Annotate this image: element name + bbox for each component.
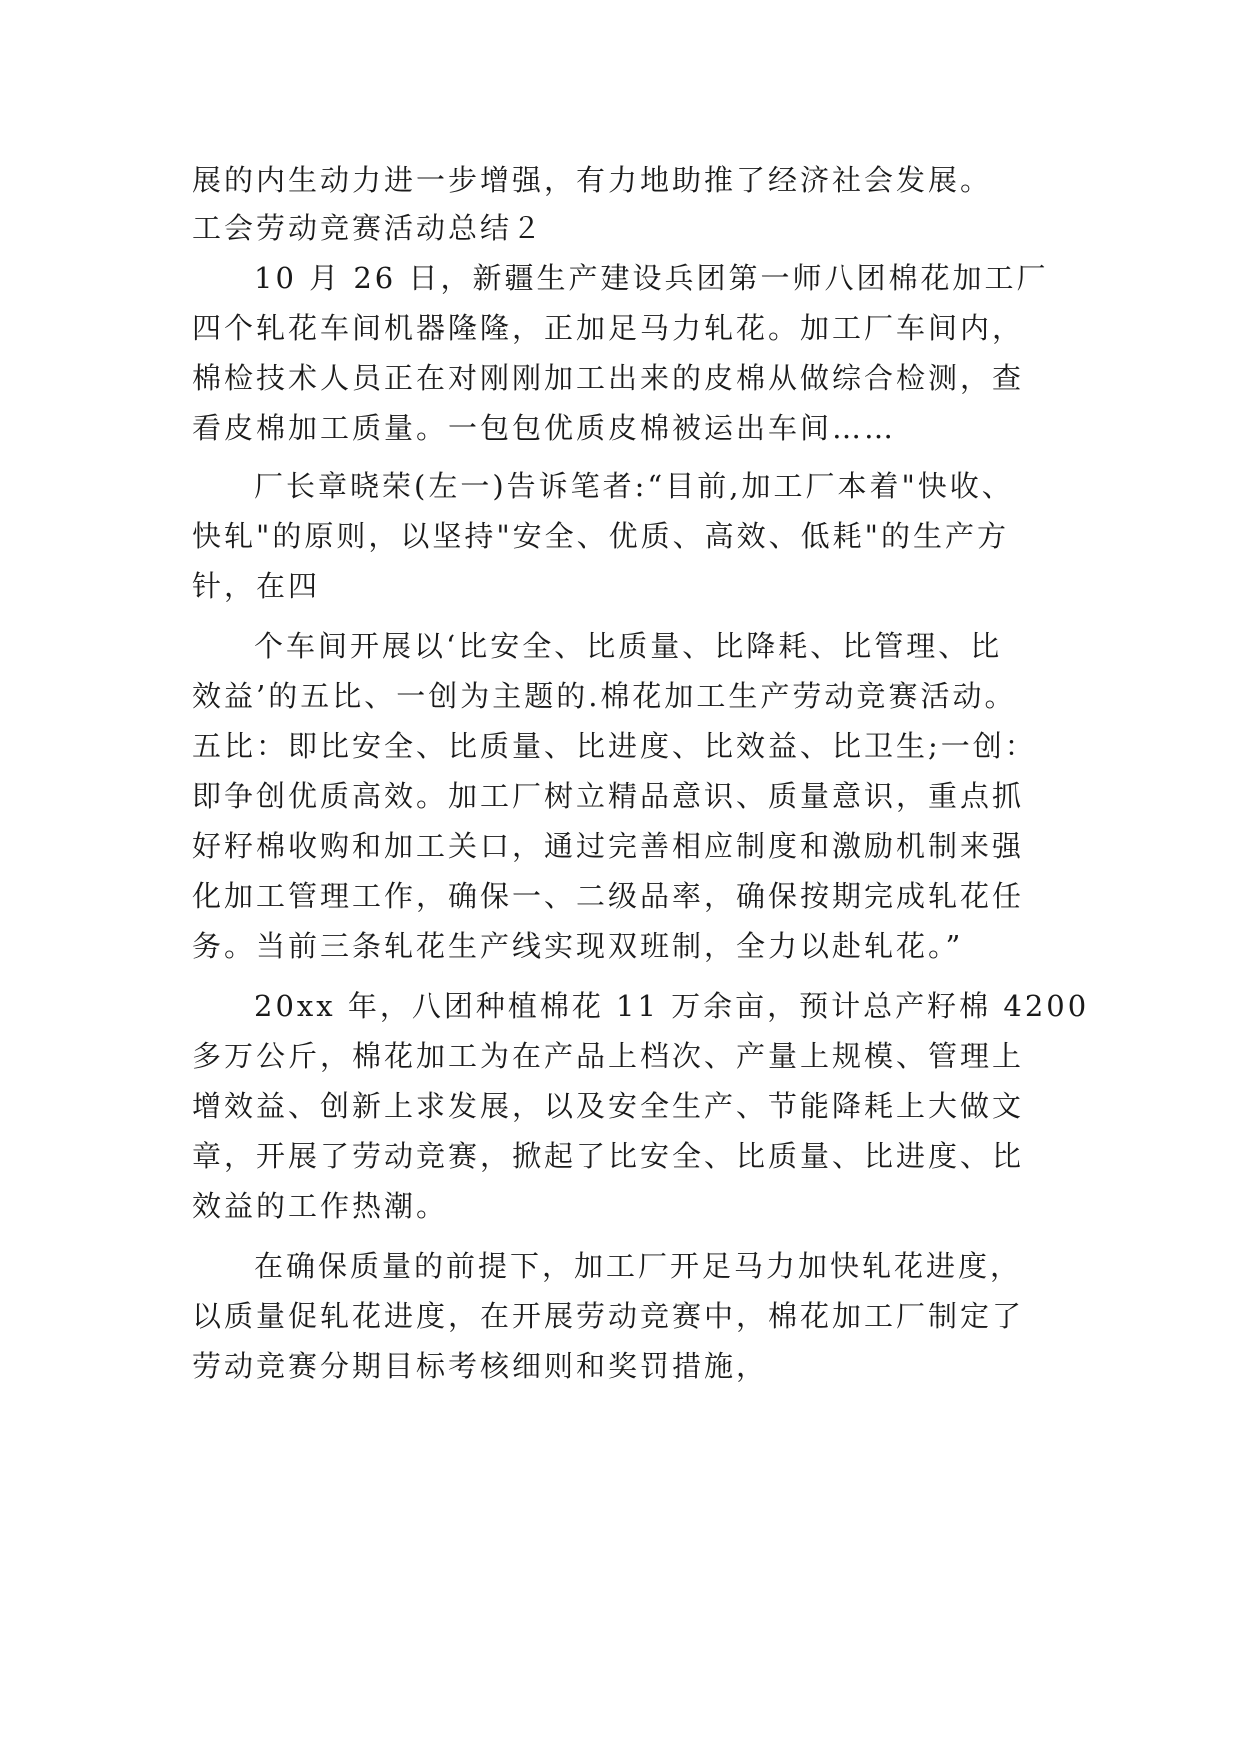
text-line: 棉检技术人员正在对刚刚加工出来的皮棉从做综合检测，查 [192,361,1025,395]
text-line: 以质量促轧花进度，在开展劳动竞赛中，棉花加工厂制定了 [192,1299,1025,1333]
text-line: 好籽棉收购和加工关口，通过完善相应制度和激励机制来强 [192,829,1025,863]
text-line: 四个轧花车间机器隆隆，正加足马力轧花。加工厂车间内， [192,311,1025,345]
text-line: 厂长章晓荣(左一)告诉笔者:“目前,加工厂本着"快收、 [254,469,1014,503]
text-line: 10 月 26 日，新疆生产建设兵团第一师八团棉花加工厂 [254,261,1049,295]
text-line: 展的内生动力进一步增强，有力地助推了经济社会发展。 [192,163,993,197]
text-line: 劳动竞赛分期目标考核细则和奖罚措施， [192,1349,769,1383]
text-line: 针，在四 [192,569,321,603]
text-line: 即争创优质高效。加工厂树立精品意识、质量意识，重点抓 [192,779,1025,813]
text-line: 化加工管理工作，确保一、二级品率，确保按期完成轧花任 [192,879,1025,913]
text-line: 增效益、创新上求发展，以及安全生产、节能降耗上大做文 [192,1089,1025,1123]
section-heading: 工会劳动竞赛活动总结２ [192,211,545,245]
text-line: 效益的工作热潮。 [192,1189,449,1223]
text-line: 章，开展了劳动竞赛，掀起了比安全、比质量、比进度、比 [192,1139,1025,1173]
text-line: 务。当前三条轧花生产线实现双班制，全力以赴轧花。” [192,929,964,963]
text-line: 快轧"的原则，以坚持"安全、优质、高效、低耗"的生产方 [192,519,1010,553]
text-line: 五比：即比安全、比质量、比进度、比效益、比卫生;一创： [192,729,1037,763]
text-line: 20xx 年，八团种植棉花 11 万余亩，预计总产籽棉 4200 [254,989,1090,1023]
text-line: 效益’的五比、一创为主题的.棉花加工生产劳动竞赛活动。 [192,679,1017,713]
text-line: 个车间开展以‘比安全、比质量、比降耗、比管理、比 [254,629,1003,663]
text-line: 看皮棉加工质量。一包包优质皮棉被运出车间…… [192,411,897,445]
text-line: 在确保质量的前提下，加工厂开足马力加快轧花进度， [254,1249,1023,1283]
text-line: 多万公斤，棉花加工为在产品上档次、产量上规模、管理上 [192,1039,1025,1073]
